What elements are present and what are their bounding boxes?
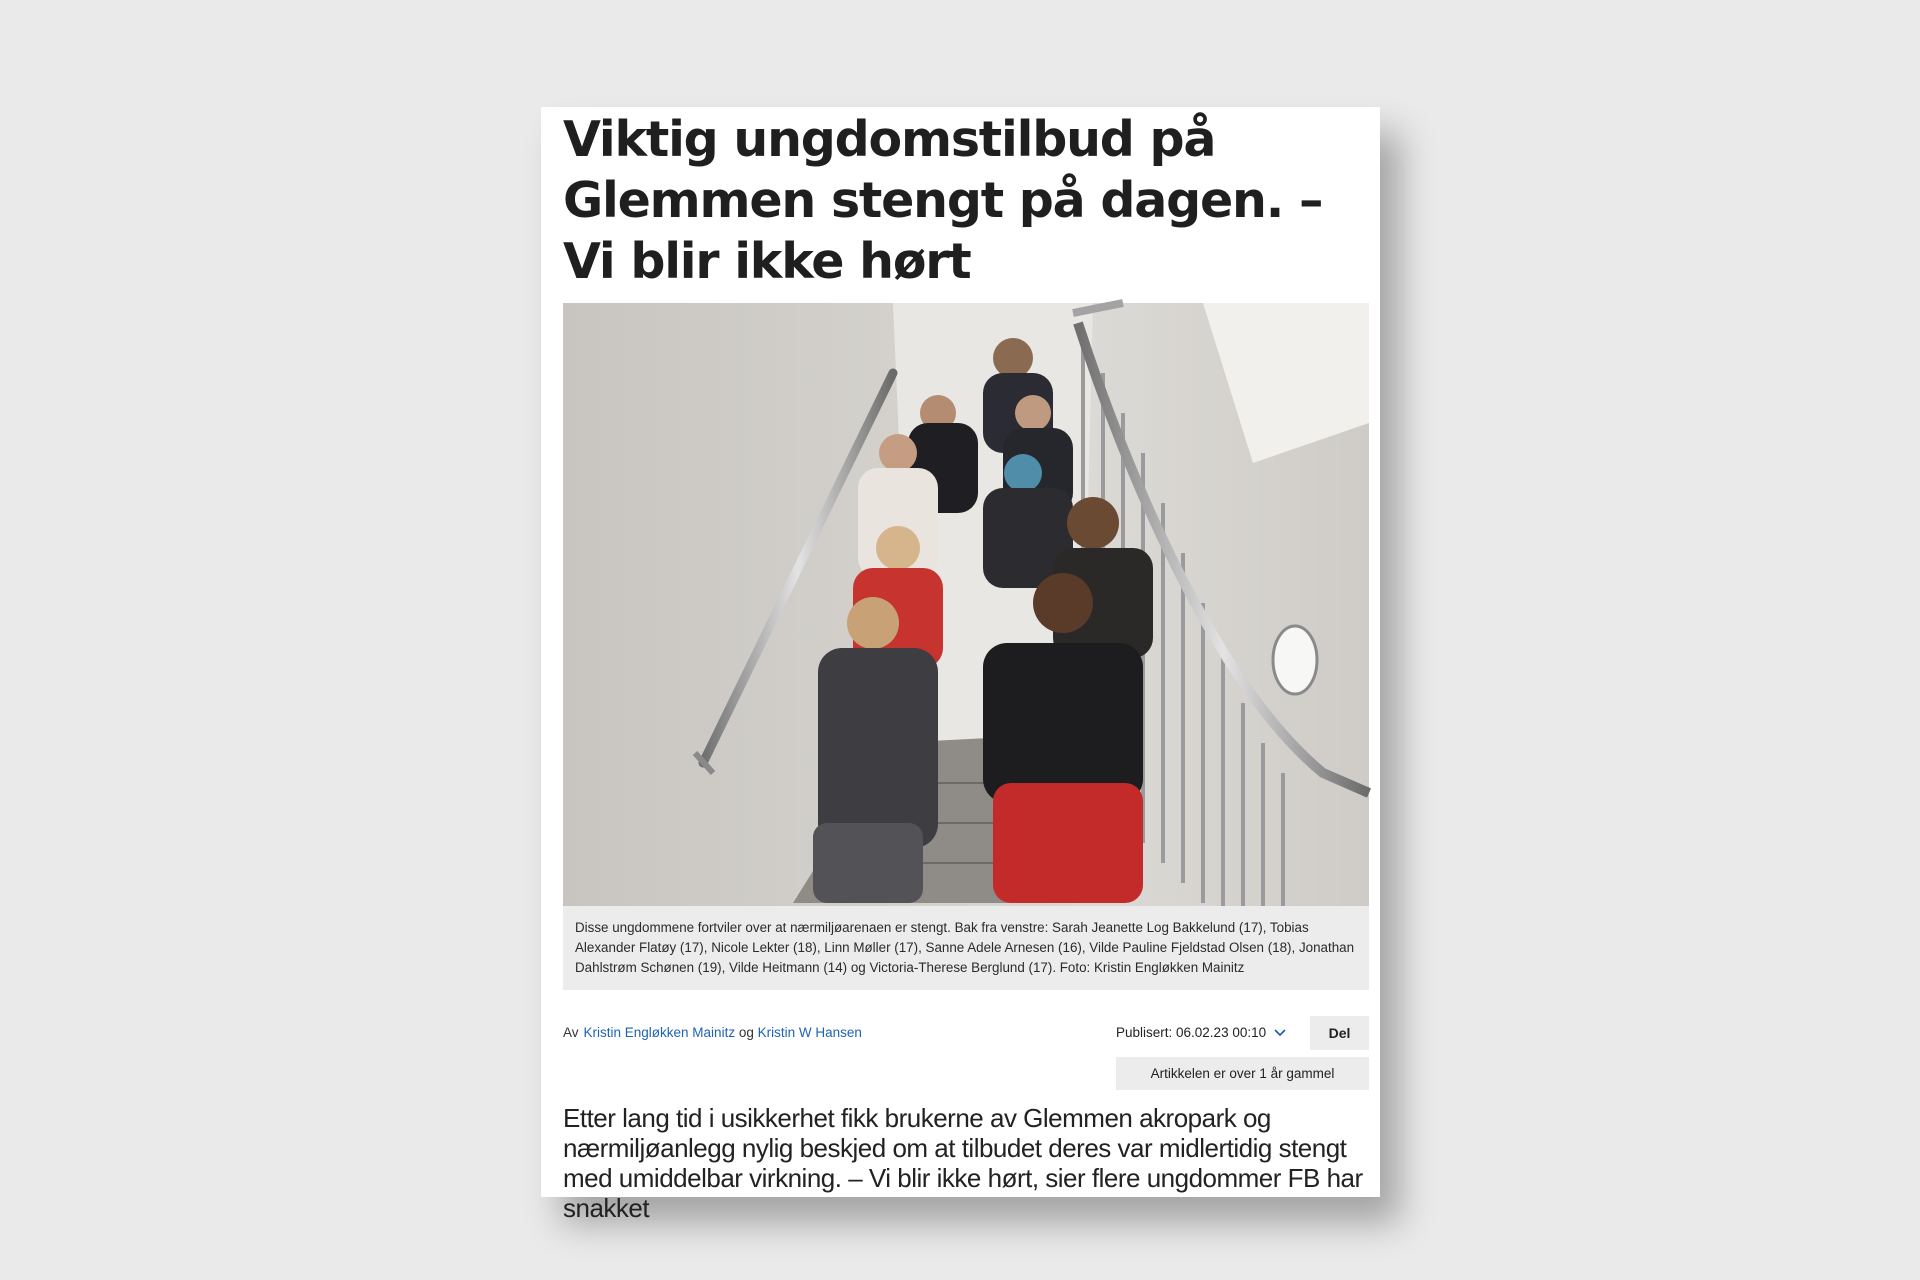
article-photo [563, 303, 1369, 906]
byline [563, 1025, 862, 1040]
byline-prefix: Av [563, 1025, 579, 1040]
published-toggle[interactable] [1116, 1025, 1286, 1040]
photo-caption: Disse ungdommene fortviler over at nærmiljøarenaen er stengt. Bak fra venstre: Sarah Jeanette Log Bakkelund (17), Tobias Alexander Flatøy (17), Nicole Lekter (18), Linn Møller (17), Sanne Adele Arnesen (16), Vilde Pauline Fjeldstad Olsen (18), Jonathan Dahlstrøm Schønen (19), Vilde Heitmann (14) og Victoria-Therese Berglund (17). Foto: Kristin Engløkken Mainitz [563, 906, 1369, 990]
article-lead: Etter lang tid i usikkerhet fikk brukerne av Glemmen akropark og nærmiljøanlegg nylig beskjed om at tilbudet deres var midlertidig stengt med umiddelbar virkning. – Vi blir ikke hørt, sier flere ungdommer FB har snakket [563, 1103, 1363, 1223]
published-date: Publisert: 06.02.23 00:10 [1116, 1025, 1267, 1040]
article-age-notice: Artikkelen er over 1 år gammel [1116, 1057, 1369, 1090]
chevron-down-icon [1274, 1029, 1286, 1037]
author-link-1[interactable]: Kristin Engløkken Mainitz [583, 1025, 736, 1040]
article-page [541, 107, 1380, 1223]
author-link-2[interactable]: Kristin W Hansen [757, 1025, 862, 1040]
article-headline: Viktig ungdomstilbud på Glemmen stengt på dagen. – Vi blir ikke hørt [563, 111, 1323, 290]
byline-joiner: og [738, 1025, 754, 1040]
share-button[interactable]: Del [1310, 1016, 1369, 1050]
